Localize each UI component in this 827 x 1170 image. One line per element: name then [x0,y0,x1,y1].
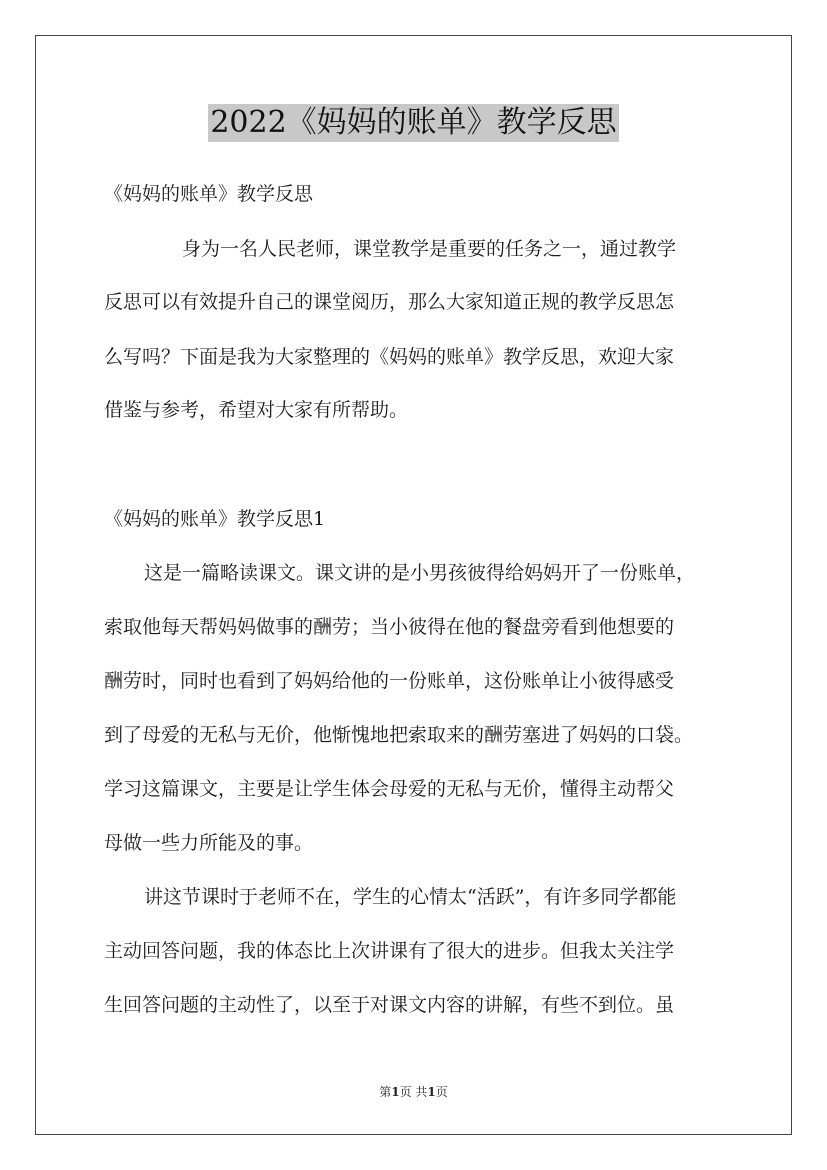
page-mid: 页 共 [399,1085,428,1099]
paragraph-line: 学习这篇课文，主要是让学生体会母爱的无私与无价，懂得主动帮父 [104,778,675,800]
title-container [0,104,827,142]
paragraph-line: 酬劳时，同时也看到了妈妈给他的一份账单，这份账单让小彼得感受 [104,670,675,692]
document-title: 2022《妈妈的账单》教学反思 [210,105,617,140]
page-current: 1 [391,1085,400,1099]
intro-line: 身为一名人民老师，课堂教学是重要的任务之一，通过教学 [182,238,677,260]
page-footer [0,1084,827,1100]
intro-line: 借鉴与参考，希望对大家有所帮助。 [104,399,409,421]
paragraph-line: 索取他每天帮妈妈做事的酬劳；当小彼得在他的餐盘旁看到他想要的 [104,616,675,638]
page-total: 1 [427,1085,436,1099]
section-1-heading: 《妈妈的账单》教学反思1 [104,508,326,530]
page-suffix: 页 [435,1085,448,1099]
paragraph-line: 讲这节课时于老师不在，学生的心情太“活跃”，有许多同学都能 [144,886,677,908]
paragraph-line: 母做一些力所能及的事。 [104,832,314,854]
intro-line: 么写吗？下面是我为大家整理的《妈妈的账单》教学反思，欢迎大家 [104,346,675,368]
paragraph-line: 这是一篇略读课文。课文讲的是小男孩彼得给妈妈开了一份账单， [144,562,696,584]
paragraph-line: 生回答问题的主动性了，以至于对课文内容的讲解，有些不到位。虽 [104,994,675,1016]
section-heading: 《妈妈的账单》教学反思 [104,183,314,205]
paragraph-line: 主动回答问题，我的体态比上次讲课有了很大的进步。但我太关注学 [104,940,675,962]
page-prefix: 第 [379,1085,392,1099]
intro-line: 反思可以有效提升自己的课堂阅历，那么大家知道正规的教学反思怎 [104,291,675,313]
paragraph-line: 到了母爱的无私与无价，他惭愧地把索取来的酬劳塞进了妈妈的口袋。 [104,724,694,746]
